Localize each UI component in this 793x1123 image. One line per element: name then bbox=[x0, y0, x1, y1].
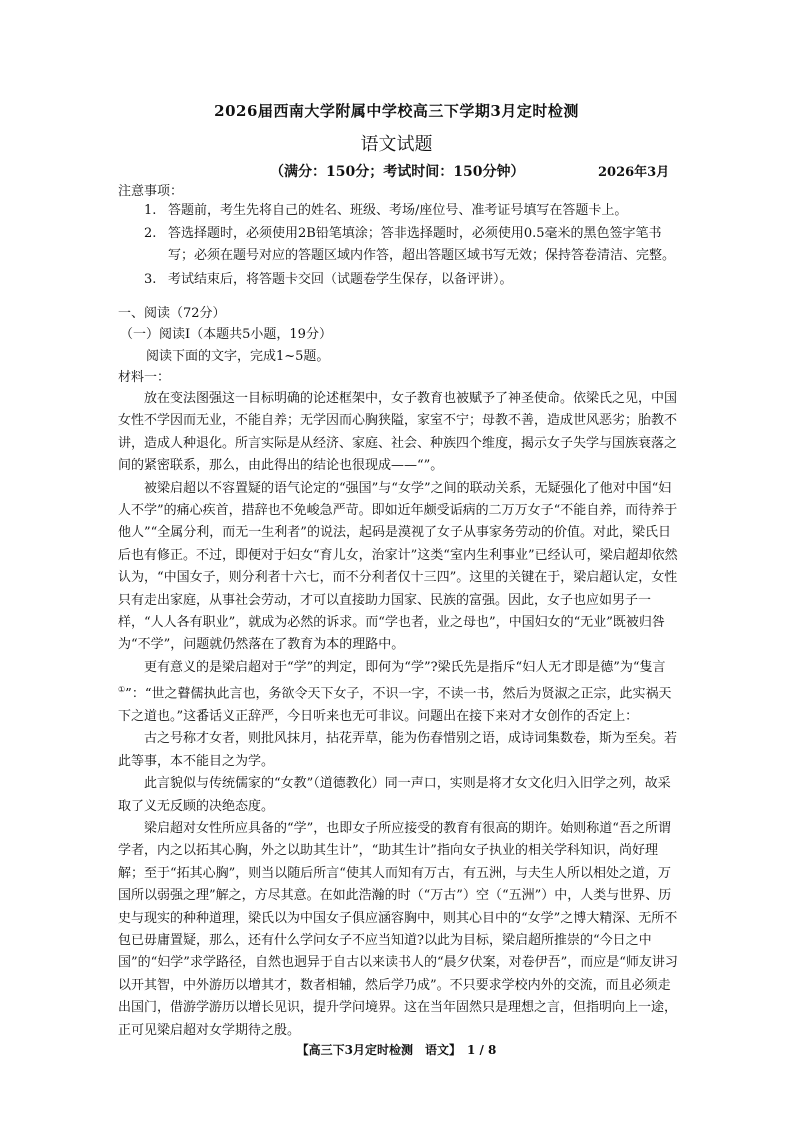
paragraph-text: ”：“世之瞽儒执此言也，务欲令天下女子，不识一字，不读一书，然后为贤淑之正宗，此实祸天下之道也。”这番话义正辞严，今日听来也无可非议。问题出在接下来对才女创作的否定上： bbox=[118, 686, 672, 725]
notice-item bbox=[118, 200, 678, 222]
paragraph: 放在变法图强这一目标明确的论述框架中，女子教育也被赋予了神圣使命。依梁氏之见，中国女性不学因而无业，不能自养；无学因而心胸狭隘，家室不宁；母教不善，造成世风恶劣；胎教不讲，造成人种退化。所言实际是从经济、家庭、社会、种族四个维度，揭示女子失学与国族衰落之间的紧密联系，那么，由此得出的结论也很现成——“”。 bbox=[118, 391, 678, 474]
exam-title: 2026届西南大学附属中学校高三下学期3月定时检测 bbox=[214, 102, 579, 120]
paragraph bbox=[118, 657, 680, 729]
notice-item-number: 3. bbox=[144, 272, 157, 287]
notice-item bbox=[118, 223, 678, 267]
notice-item-number: 1. bbox=[144, 203, 157, 218]
page-footer: 【高三下3月定时检测 语文】 1 / 8 bbox=[296, 1043, 497, 1057]
notice-item bbox=[118, 269, 678, 291]
notice-item-text: 答题前，考生先将自己的姓名、班级、考场/座位号、准考证号填写在答题卡上。 bbox=[168, 203, 628, 218]
subsection-heading: （一）阅读Ⅰ（本题共5小题，19分） bbox=[120, 327, 332, 342]
notice-item-number: 2. bbox=[144, 226, 157, 241]
quotation: 古之号称才女者，则批风抹月，拈花弄草，能为伤春惜别之语，成诗词集数卷，斯为至矣。若此等事，本不能目之为学。 bbox=[118, 731, 678, 769]
notice-item-text: 答选择题时，必须使用2B铅笔填涂；答非选择题时，必须使用0.5毫米的黑色签字笔书写；必须在题号对应的答题区域内作答，超出答题区域书写无效；保持答卷清洁、完整。 bbox=[168, 226, 676, 263]
section-heading: 一、阅读（72分） bbox=[118, 306, 226, 321]
material-label: 材料一： bbox=[118, 370, 171, 385]
score-time-line: （满分：150分；考试时间：150分钟） bbox=[270, 164, 525, 180]
notice-heading: 注意事项： bbox=[118, 184, 184, 199]
paragraph: 梁启超对女性所应具备的“学”，也即女子所应接受的教育有很高的期许。始则称道“吾之所谓学者，内之以拓其心胸，外之以助其生计”，“助其生计”指向女子执业的相关学科知识，尚好理解；至于“拓其心胸”，则当以随后所言“使其人而知有万古，有五洲，与夫生人所以相处之道，万国所以弱强之理”解之，方尽其意。在如此浩瀚的时（“万古”）空（“五洲”）中，人类与世界、历史与现实的种种道理，梁氏以为中国女子俱应涵容胸中，则其心目中的“女学”之博大精深、无所不包已毋庸置疑，那么，还有什么学问女子不应当知道?以此为目标，梁启超所推崇的“今日之中国”的“妇学”求学路径，自然也迥异于自古以来读书人的“晨夕伏案，对卷伊吾”，而应是“师友讲习以开其智，中外游历以增其才，数者相辅，然后学乃成”。不只要求学校内外的交流，而且必须走出国门，借游学游历以增长见识，提升学问境界。这在当年固然只是理想之言，但指明向上一途，正可见梁启超对女学期待之殷。 bbox=[118, 821, 678, 1038]
exam-date: 2026年3月 bbox=[598, 165, 670, 180]
paragraph: 被梁启超以不容置疑的语气论定的“强国”与“女学”之间的联动关系，无疑强化了他对中国“妇人不学”的痛心疾首，措辞也不免峻急严苛。即如近年颇受诟病的二万万女子“不能自养，而待养于他人”“全属分利，而无一生利者”的说法，起码是漠视了女子从事家务劳动的价值。对此，梁氏日后也有修正。不过，即便对于妇女“育儿女，治家计”这类“室内生利事业”已经认可，梁启超却依然认为，“中国女子，则分利者十六七，而不分利者仅十三四”。这里的关键在于，梁启超认定，女性只有走出家庭，从事社会劳动，才可以直接助力国家、民族的富强。因此，女子也应如男子一样，“人人各有职业”，就成为必然的诉求。而“学也者，业之母也”，中国妇女的“无业”既被归咎为“不学”，问题就仍然落在了教育为本的理路中。 bbox=[118, 480, 678, 653]
footnote-ref: ① bbox=[118, 685, 126, 695]
notice-list bbox=[118, 200, 678, 291]
paragraph-text: 更有意义的是梁启超对于“学”的判定，即何为“学”?梁氏先是指斥“妇人无才即是德”为“隻言 bbox=[144, 659, 666, 675]
notice-item-text: 考试结束后，将答题卡交回（试题卷学生保存，以备评讲）。 bbox=[168, 272, 513, 287]
passage bbox=[118, 388, 680, 1042]
paragraph: 此言貌似与传统儒家的“女教”（道德教化）同一声口，实则是将才女文化归入旧学之列，故采取了义无反顾的决绝态度。 bbox=[118, 776, 671, 814]
reading-instruction: 阅读下面的文字，完成1~5题。 bbox=[146, 349, 330, 364]
exam-subject: 语文试题 bbox=[360, 134, 433, 155]
